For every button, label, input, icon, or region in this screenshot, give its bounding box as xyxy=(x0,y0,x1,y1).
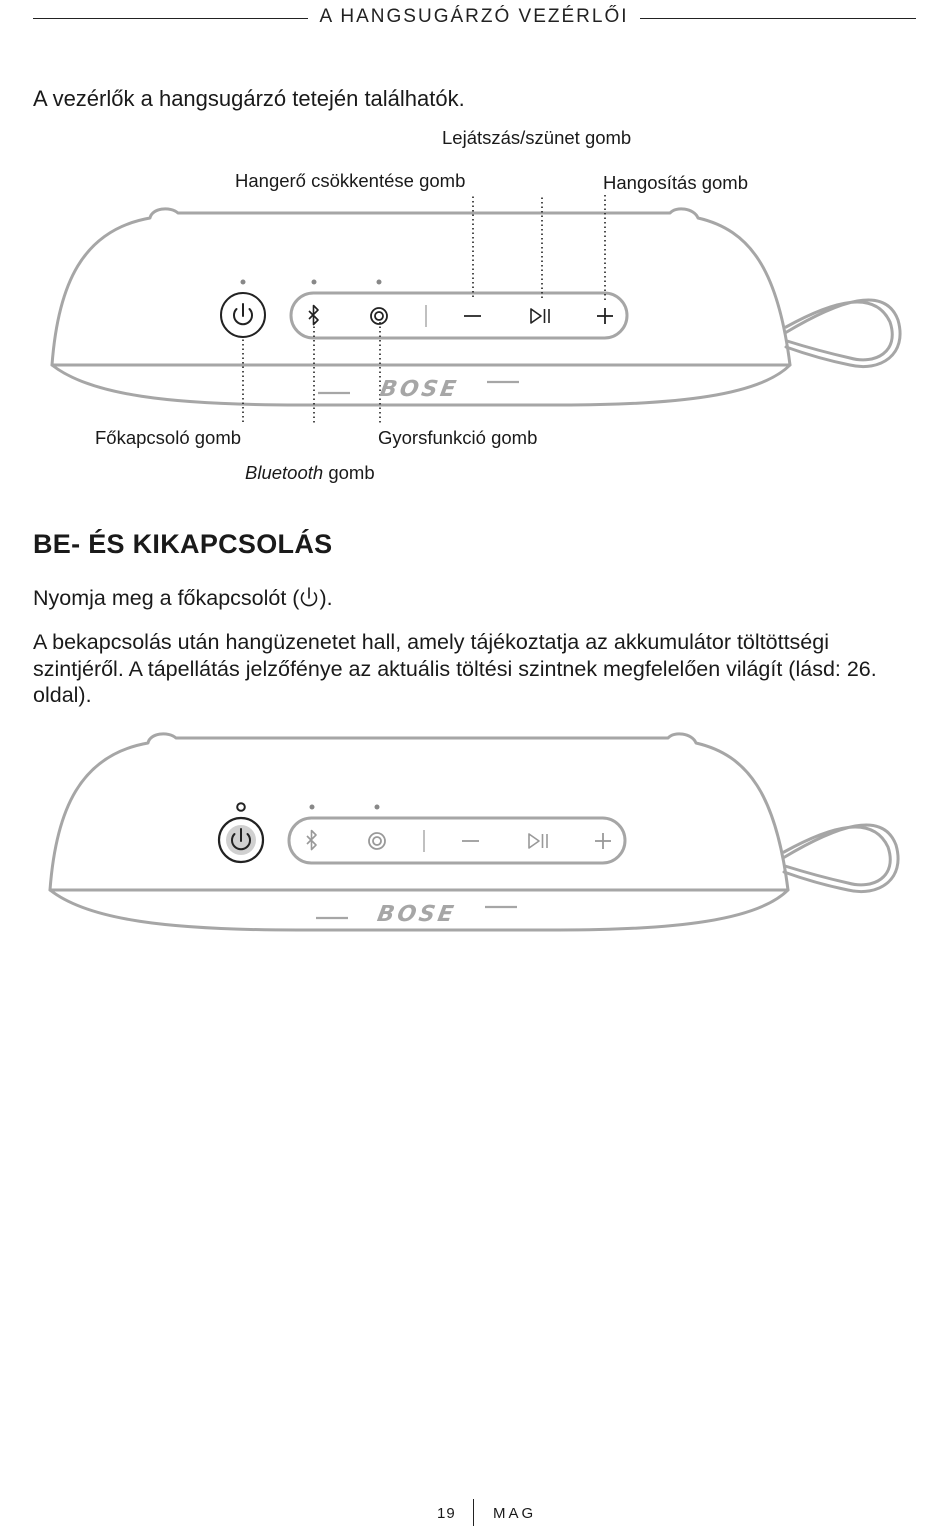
bluetooth-indicator-dot xyxy=(312,280,317,285)
brand-logo xyxy=(318,376,519,402)
power-button[interactable] xyxy=(221,293,265,337)
instruction-suffix: ). xyxy=(319,586,333,610)
label-power: Főkapcsoló gomb xyxy=(95,427,242,448)
speaker-diagram-power xyxy=(0,725,950,940)
brand-logo xyxy=(316,901,517,927)
bluetooth-icon xyxy=(307,831,316,850)
shortcut-icon xyxy=(371,308,387,324)
speaker-diagram-controls xyxy=(0,195,950,425)
play-pause-button[interactable] xyxy=(531,309,549,323)
shortcut-icon xyxy=(369,833,385,849)
page-number: 19 xyxy=(437,1505,456,1522)
shortcut-button[interactable] xyxy=(371,308,387,324)
speaker-strap xyxy=(785,300,900,367)
shortcut-indicator-dot xyxy=(375,805,380,810)
label-bluetooth-suffix: gomb xyxy=(323,462,375,483)
shortcut-indicator-dot xyxy=(377,280,382,285)
page-header xyxy=(33,6,916,32)
intro-text: A vezérlők a hangsugárzó tetején találhatók. xyxy=(33,86,465,111)
plus-icon xyxy=(595,833,611,849)
instruction-text xyxy=(33,585,913,612)
power-indicator-dot xyxy=(241,280,246,285)
control-bar xyxy=(289,818,625,863)
speaker-body-outline xyxy=(52,209,790,365)
volume-up-button[interactable] xyxy=(597,308,613,324)
logo-text: BOSE xyxy=(375,901,459,927)
bluetooth-indicator-dot xyxy=(310,805,315,810)
header-title: A HANGSUGÁRZÓ VEZÉRLŐI xyxy=(319,6,629,27)
label-volume-down: Hangerő csökkentése gomb xyxy=(235,170,466,191)
inline-power-icon xyxy=(299,586,319,608)
label-play-pause: Lejátszás/szünet gomb xyxy=(442,127,632,148)
instruction-prefix: Nyomja meg a főkapcsolót ( xyxy=(33,586,300,610)
label-shortcut: Gyorsfunkció gomb xyxy=(378,427,538,448)
play-pause-button[interactable] xyxy=(529,834,547,848)
volume-up-button[interactable] xyxy=(595,833,611,849)
header-rule-right xyxy=(640,18,916,19)
shortcut-button[interactable] xyxy=(369,833,385,849)
bluetooth-icon xyxy=(309,306,318,325)
footer-divider xyxy=(473,1499,474,1526)
power-indicator-light xyxy=(237,803,245,811)
bluetooth-button[interactable] xyxy=(307,831,316,850)
play-pause-icon xyxy=(529,834,547,848)
speaker-strap xyxy=(783,825,898,892)
bluetooth-button[interactable] xyxy=(309,306,318,325)
logo-text: BOSE xyxy=(377,376,461,402)
label-bluetooth xyxy=(245,462,375,484)
label-bluetooth-italic: Bluetooth xyxy=(245,462,324,483)
speaker-body-outline xyxy=(50,734,788,890)
power-button-pressed[interactable] xyxy=(219,818,263,862)
section-heading: BE- ÉS KIKAPCSOLÁS xyxy=(33,529,333,559)
plus-icon xyxy=(597,308,613,324)
body-paragraph: A bekapcsolás után hangüzenetet hall, amely tájékoztatja az akkumulátor töltöttségi szintjéről. A tápellátás jelzőfénye az aktuális töltési szintnek megfelelően világít (lásd: 26. oldal). xyxy=(33,630,877,707)
label-volume-up: Hangosítás gomb xyxy=(603,172,749,193)
play-pause-icon xyxy=(531,309,549,323)
header-rule-left xyxy=(33,18,308,19)
footer-language: MAG xyxy=(493,1505,537,1522)
control-bar xyxy=(291,293,627,338)
